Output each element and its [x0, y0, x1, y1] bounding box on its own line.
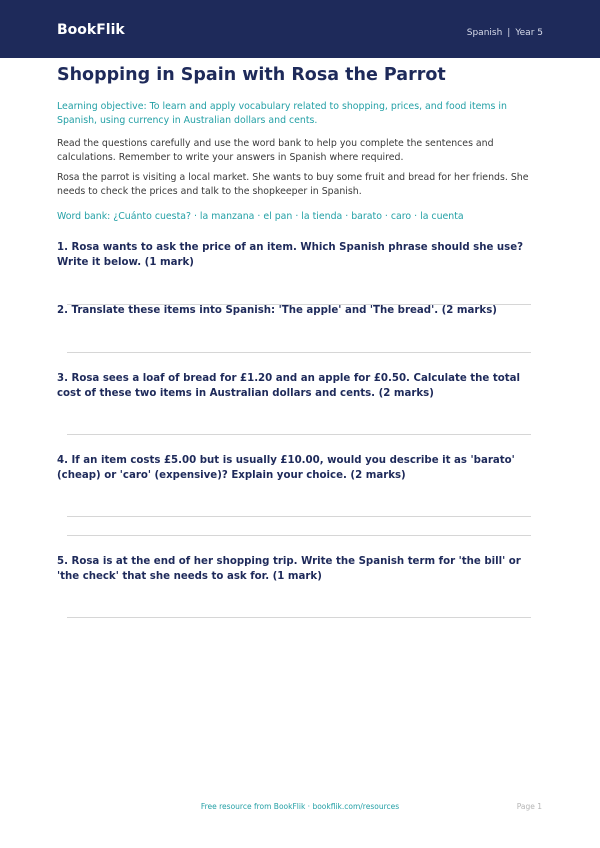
question-1: 1. Rosa wants to ask the price of an item. Which Spanish phrase should she use? Write it below. (1 mark): [57, 242, 524, 268]
footer-text[interactable]: Free resource from BookFlik · bookflik.com/resources: [200, 802, 400, 811]
subject-year-label: [467, 28, 543, 38]
question-4: 4. If an item costs £5.00 but is usually £10.00, would you describe it as 'barato' (cheap) or 'caro' (expensive)? Explain your choice. (2 marks): [57, 455, 515, 481]
year-label: Year 5: [515, 28, 543, 38]
page-number: Page 1: [516, 802, 542, 811]
answer-line-5[interactable]: [67, 617, 531, 618]
answer-line-4b[interactable]: [67, 535, 531, 536]
brand-logo: BookFlik: [57, 22, 125, 38]
instructions-text: Read the questions carefully and use the word bank to help you complete the sentences and calculations. Remember to write your answers in Spanish where required.: [57, 138, 494, 163]
learning-objective: Learning objective: To learn and apply vocabulary related to shopping, prices, and food items in Spanish, using currency in Australian dollars and cents.: [57, 101, 507, 126]
subject-label: Spanish: [466, 28, 503, 38]
word-bank: Word bank: ¿Cuánto cuesta? · la manzana · el pan · la tienda · barato · caro · la cuenta: [57, 211, 464, 222]
answer-line-4a[interactable]: [67, 516, 531, 517]
page-title: Shopping in Spain with Rosa the Parrot: [57, 65, 446, 85]
page-header: [0, 0, 600, 58]
answer-line-2[interactable]: [67, 352, 531, 353]
meta-separator: |: [507, 28, 511, 38]
intro-text: Rosa the parrot is visiting a local market. She wants to buy some fruit and bread for her friends. She needs to check the prices and talk to the shopkeeper in Spanish.: [57, 172, 529, 197]
question-3: 3. Rosa sees a loaf of bread for £1.20 and an apple for £0.50. Calculate the total cost of these two items in Australian dollars and cents. (2 marks): [57, 373, 520, 399]
answer-line-3[interactable]: [67, 434, 531, 435]
question-5: 5. Rosa is at the end of her shopping trip. Write the Spanish term for 'the bill' or 'the check' that she needs to ask for. (1 mark): [57, 556, 521, 582]
question-2: 2. Translate these items into Spanish: 'The apple' and 'The bread'. (2 marks): [57, 305, 497, 316]
